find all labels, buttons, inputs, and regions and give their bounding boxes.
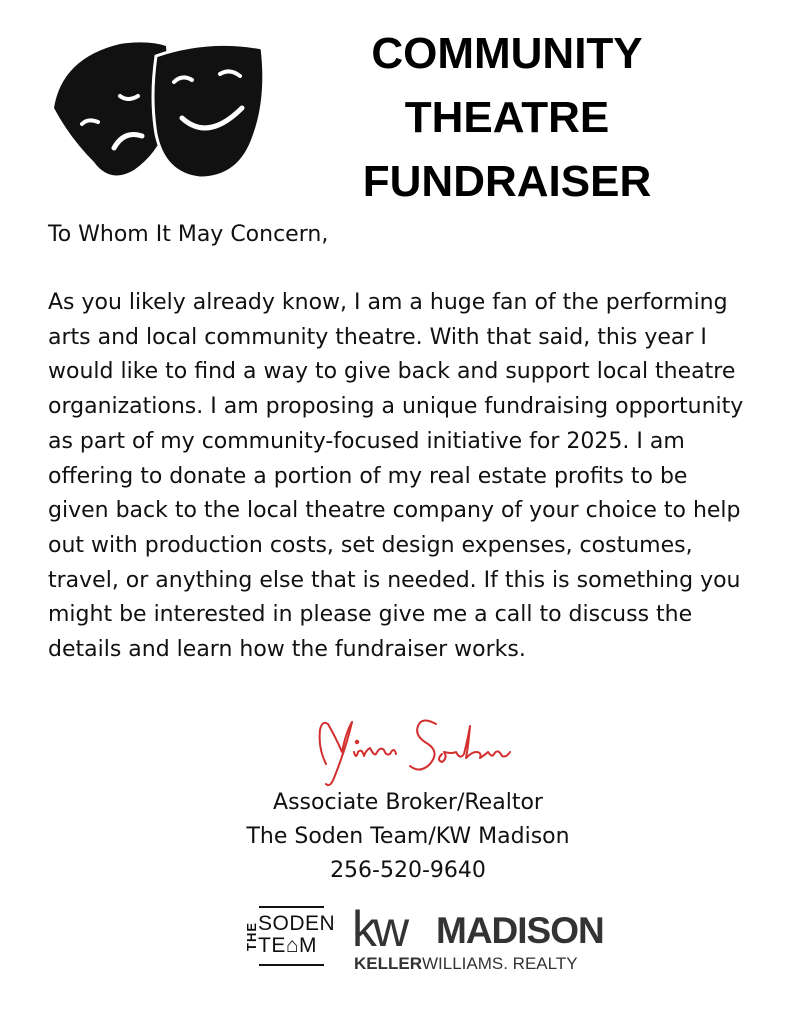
kw-madison-logo [352,901,604,976]
soden-logo-line2: TE⌂M [258,934,318,957]
letter-body: As you likely already know, I am a huge fan of the performing arts and local community theatre. With that said, this year I would like to find a way to give back and support local theatre organizations. I am proposing a unique fundraising opportunity as part of my community-focused initiative for 2025. I am offering to donate a portion of my real estate profits to be given back to the local theatre company of your choice to help out with production costs, set design expenses, costumes, travel, or anything else that is needed. If this is something you might be interested in please give me a call to discuss the details and learn how the fundraiser works. [48,290,744,663]
soden-logo-line1: SODEN [258,912,336,935]
signature [296,708,536,794]
soden-logo-the: THE [243,921,259,951]
page-title [330,22,684,214]
contact-title: Associate Broker/Realtor [273,790,543,815]
salutation: To Whom It May Concern, [48,222,329,247]
title-line-1: COMMUNITY [371,29,643,78]
kw-madison-name: MADISON [436,910,604,951]
contact-phone: 256-520-9640 [330,858,486,883]
kw-tagline-bold: KELLER [354,954,422,973]
title-line-3: FUNDRAISER [362,157,652,206]
kw-mark: kw [352,901,406,957]
title-line-2: THEATRE [404,93,610,142]
soden-team-logo [243,904,336,968]
contact-block [150,786,666,888]
kw-tagline-rest: WILLIAMS. REALTY [422,954,578,973]
contact-team: The Soden Team/KW Madison [246,824,570,849]
kw-tagline [354,954,578,974]
theatre-masks-icon [48,38,266,188]
